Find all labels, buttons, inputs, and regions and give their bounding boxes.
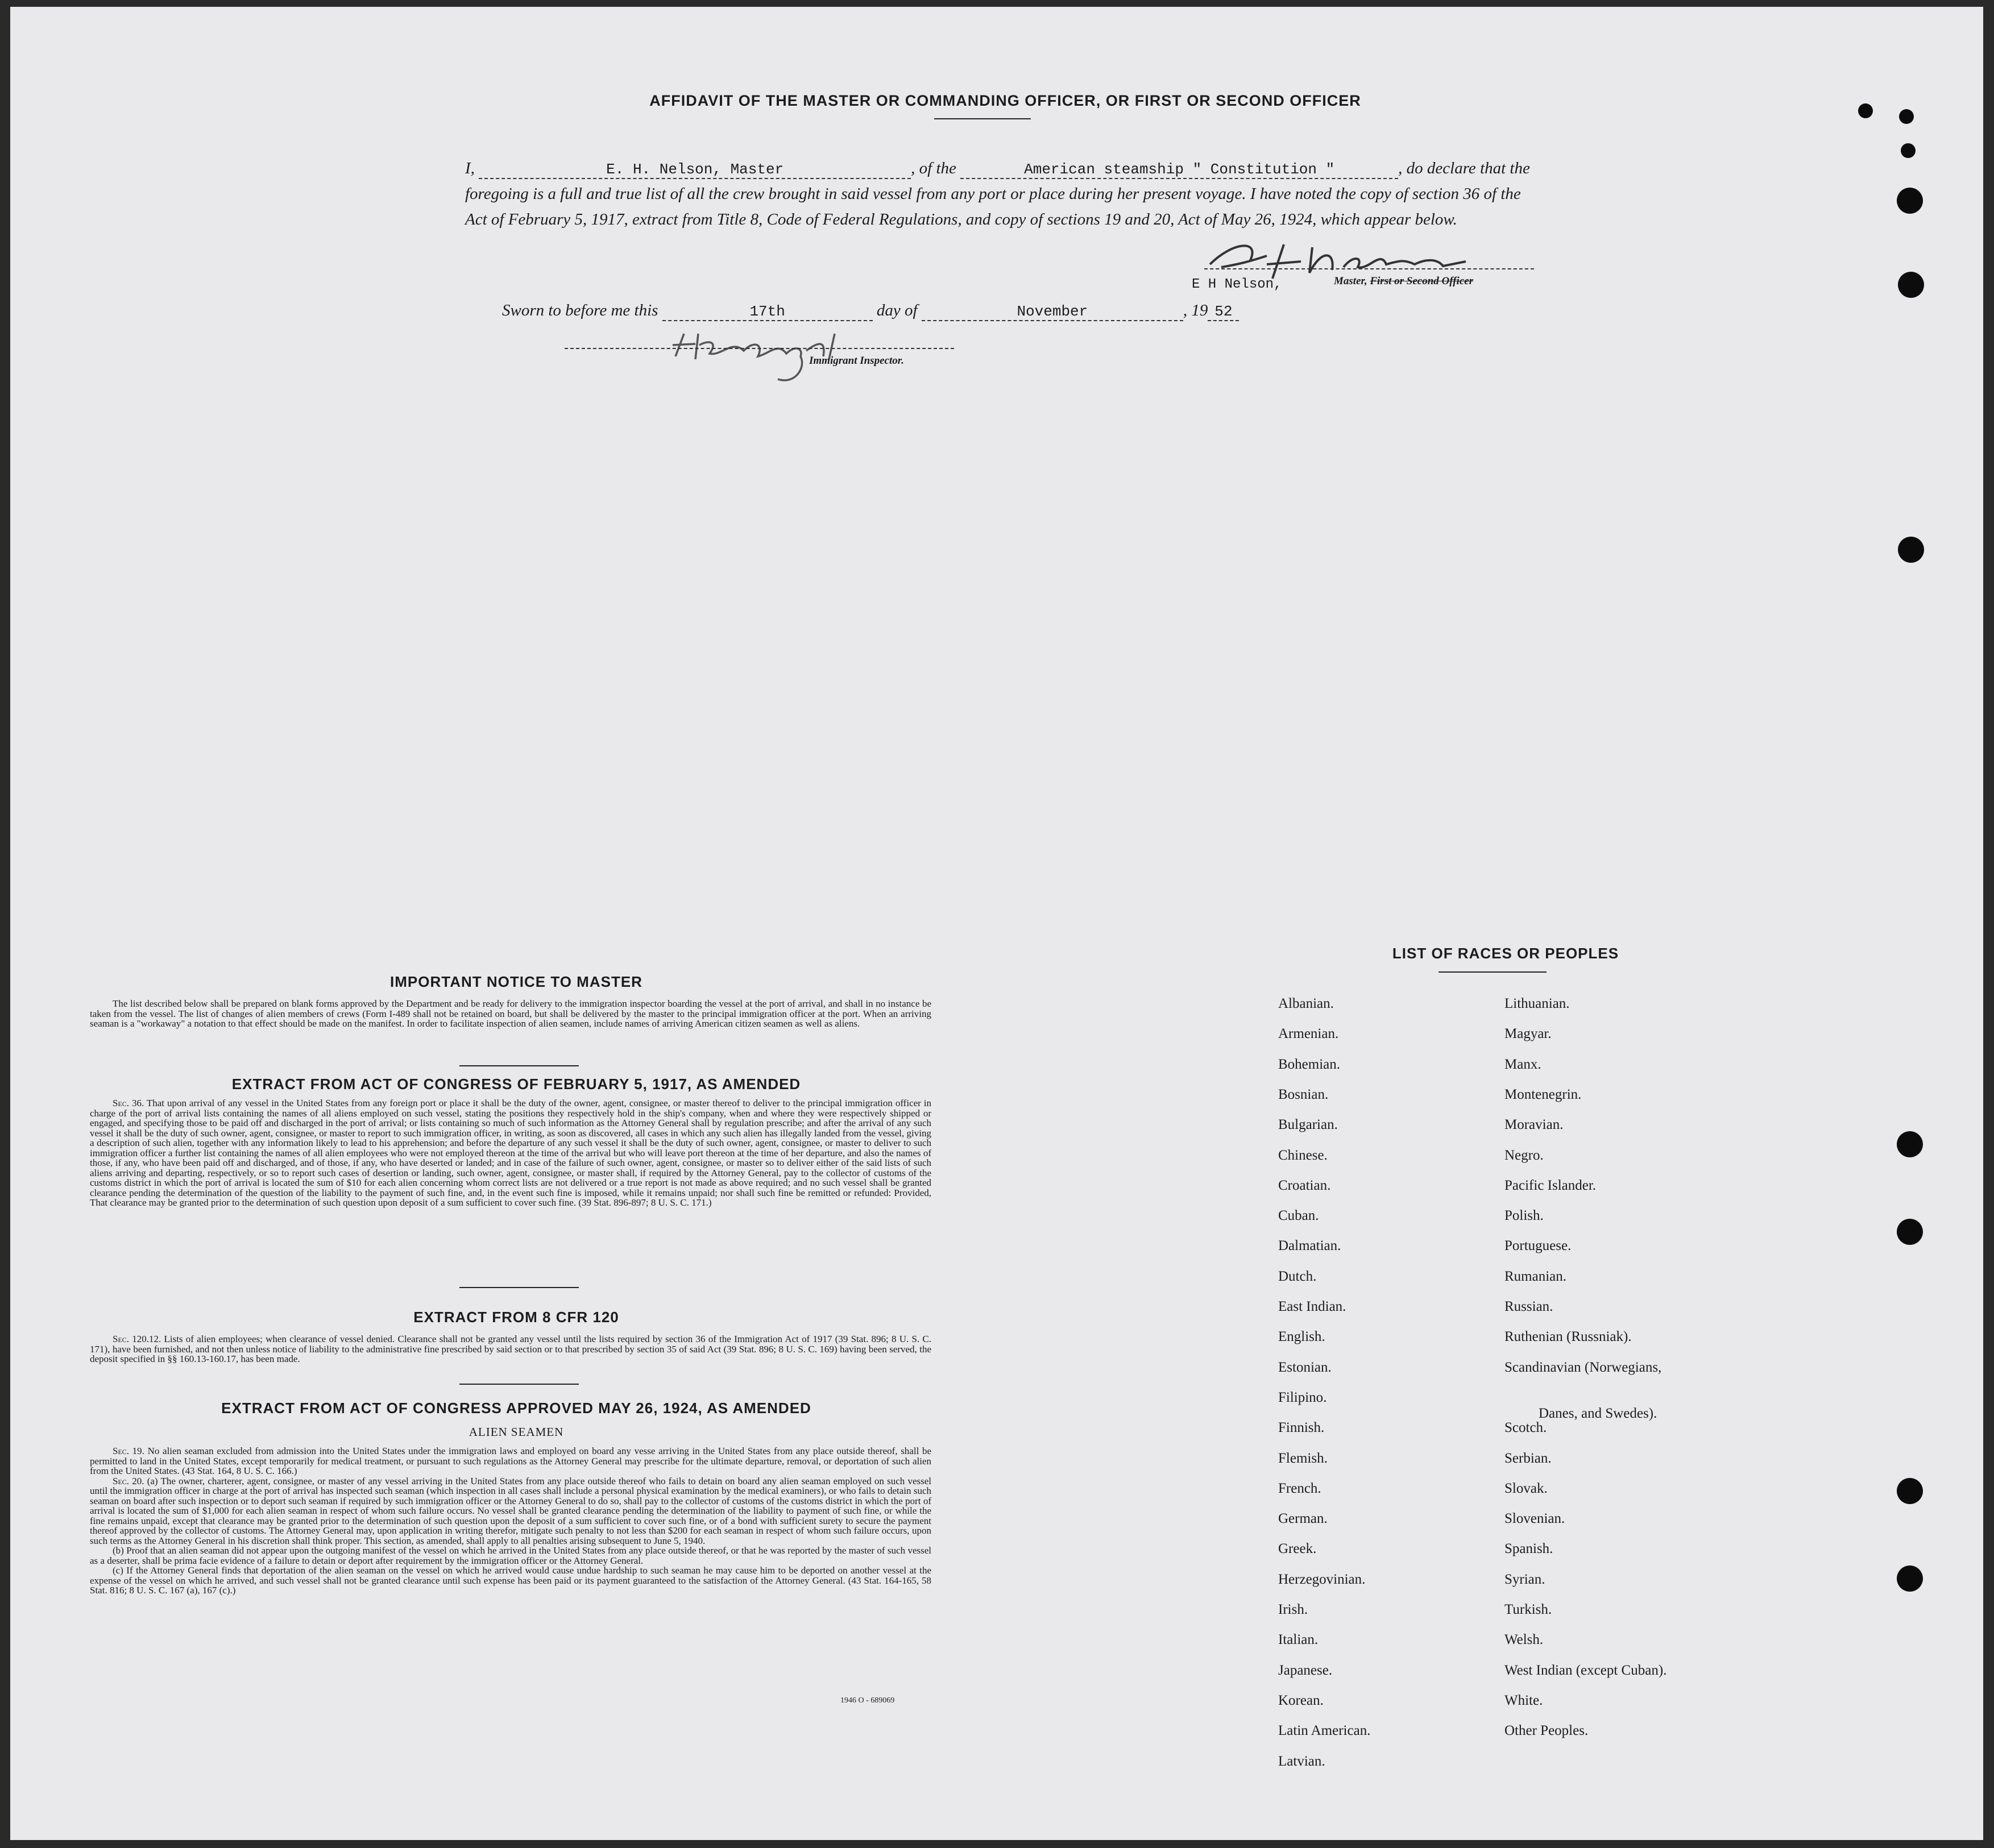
races-title: LIST OF RACES OR PEOPLES (1392, 945, 1619, 962)
race-item: Chinese. (1278, 1147, 1328, 1163)
race-item: Irish. (1278, 1602, 1308, 1617)
race-item: Bohemian. (1278, 1056, 1341, 1072)
extract-1924-title: EXTRACT FROM ACT OF CONGRESS APPROVED MAY 26, 1924, AS AMENDED (221, 1400, 811, 1417)
binder-hole (1899, 109, 1914, 124)
year-prefix: , 19 (1183, 301, 1208, 319)
race-item: Estonian. (1278, 1359, 1332, 1375)
race-item: Finnish. (1278, 1420, 1325, 1436)
race-item: Flemish. (1278, 1450, 1328, 1466)
notice-text: The list described below shall be prepared on blank forms approved by the Department and be ready for delivery to the immigration inspector boarding the vessel at the port of arrival, and shall in no instance be taken from the vessel. The list of changes of alien members of crews (Form I-489 shall not be retained on board, but shall be delivered by the master to the principal immigration officer at the port. When an arriving seaman is a "workaway" a notation to that effect should be made on the manifest. In order to facilitate inspection of alien seamen, include names of arriving American citizen seamen as well as aliens. (90, 998, 931, 1029)
race-item: Montenegrin. (1504, 1086, 1582, 1102)
sworn-prefix: Sworn to before me this (502, 301, 658, 319)
race-item: Greek. (1278, 1541, 1317, 1557)
race-item: Armenian. (1278, 1026, 1339, 1042)
binder-hole (1858, 103, 1873, 118)
binder-hole (1898, 272, 1924, 298)
race-item: West Indian (except Cuban). (1504, 1662, 1667, 1678)
race-item: Negro. (1504, 1147, 1544, 1163)
do-declare-text: , do declare (1398, 159, 1476, 177)
print-code: 1946 O - 689069 (840, 1696, 895, 1705)
master-name-field: E. H. Nelson, Master (479, 161, 911, 179)
race-item: Dutch. (1278, 1268, 1317, 1284)
sworn-month-field: November (922, 303, 1183, 321)
vessel-name-field: American steamship " Constitution " (960, 161, 1398, 179)
race-item: Ruthenian (Russniak). (1504, 1329, 1632, 1345)
race-item: Welsh. (1504, 1632, 1544, 1648)
title-divider (934, 118, 1031, 119)
binder-hole (1898, 537, 1924, 563)
affidavit-declaration-text: that the foregoing is a full and true list of all the crew brought in said vessel from any port or place during her present voyage. I have noted the copy of section 36 of the Act of February 5, 1917, extract from Title 8, Code of Federal Regulations, and copy of sections 19 and 20, Act of May 26, 1924, which appear below. (465, 159, 1530, 229)
race-item: Scandinavian (Norwegians, (1504, 1359, 1662, 1375)
race-item: Danes, and Swedes). (1539, 1405, 1657, 1421)
race-item: Slovenian. (1504, 1511, 1565, 1527)
extract-cfr-text: Sec. 120.12. Lists of alien employees; when clearance of vessel denied. Clearance shall not be granted any vessel until the lists required by section 36 of the Immigration Act of 1917 (39 Stat. 896; 8 U. S. C. 171), have been furnished, and not then unless notice of liability to the administrative fine prescribed by said section or to that prescribed by section 35 of said Act (39 Stat. 896; 8 U. S. C. 169) having been served, the deposit specified in §§ 160.13-160.17, has been made. (90, 1334, 932, 1364)
sworn-line (502, 301, 1239, 321)
race-item: Manx. (1504, 1056, 1541, 1072)
extract-1917-title: EXTRACT FROM ACT OF CONGRESS OF FEBRUARY 5, 1917, AS AMENDED (231, 1075, 801, 1093)
binder-hole (1897, 1478, 1923, 1504)
affidavit-title: AFFIDAVIT OF THE MASTER OR COMMANDING OFFICER, OR FIRST OR SECOND OFFICER (649, 92, 1361, 109)
signer-role-struck: First or Second Officer (1370, 275, 1474, 287)
race-item: Bosnian. (1278, 1086, 1329, 1102)
sworn-year-field: 52 (1208, 303, 1239, 321)
race-item: Pacific Islander. (1504, 1177, 1597, 1193)
race-item: German. (1278, 1511, 1328, 1527)
race-item: Korean. (1278, 1692, 1324, 1708)
race-item: Japanese. (1278, 1662, 1333, 1678)
race-item: Latin American. (1278, 1723, 1371, 1739)
extract-1917-text: Sec. 36. That upon arrival of any vessel in the United States from any foreign port or place it shall be the duty of the owner, agent, consignee, or master thereof to deliver to the principal immigration officer in charge of the port of arrival lists containing the names of all aliens employed on such vessel, stating the positions they respectively hold in the ship's company, when and where they were respectively shipped or engaged, and specifying those to be paid off and discharged in the port of arrival; or lists containing so much of such information as the Attorney General shall by regulation prescribe; and after the arrival of any such vessel it shall be the duty of such owner, agent, consignee, or master to report to such immigration officer, in writing, as soon as discovered, all cases in which any such alien has illegally landed from the vessel, giving a description of such alien, together with any information likely to lead to his apprehension; and before the departure of any such vessel it shall be the duty of such owner, agent, consignee, or master to deliver to such immigration officer a further list containing the names of all alien employees who were not employed thereon at the time of the arrival but who will leave port thereon at the time of her departure, and also the names of those, if any, who have been paid off and discharged, and of those, if any, who have deserted or landed; and in case of the failure of such owner, agent, consignee, or master so to deliver either of the said lists of such aliens arriving and departing, respectively, or so to report such cases of desertion or landing, such owner, agent, consignee, or master shall, if required by the Attorney General, pay to the collector of customs of the customs district in which the port of arrival is located the sum of $10 for each alien concerning whom correct lists are not delivered or a true report is not made as above required; and no such vessel shall be granted clearance pending the determination of the question of the liability to the payment of such fine, and, in the event such fine is imposed, while it remains unpaid; nor shall such fine be remitted or refunded: Provided, That clearance may be granted prior to the determination of such question upon deposit of a sum sufficient to cover such fine. (39 Stat. 896-897; 8 U. S. C. 171.) (90, 1098, 931, 1208)
binder-hole (1897, 1219, 1923, 1245)
race-item: Cuban. (1278, 1208, 1319, 1224)
extract-1924-subtitle: ALIEN SEAMEN (469, 1425, 564, 1439)
race-item: Serbian. (1504, 1450, 1552, 1466)
document-page (10, 7, 1983, 1840)
race-item: Herzegovinian. (1278, 1571, 1366, 1587)
race-item: East Indian. (1278, 1299, 1346, 1314)
typed-name: E H Nelson, (1192, 277, 1282, 292)
race-item: Latvian. (1278, 1753, 1325, 1769)
inspector-signature-line (565, 348, 954, 349)
race-item: Scotch. (1504, 1420, 1547, 1436)
race-item: Croatian. (1278, 1177, 1331, 1193)
race-item: Dalmatian. (1278, 1238, 1341, 1254)
binder-hole (1897, 188, 1923, 214)
race-item: Spanish. (1504, 1541, 1553, 1557)
race-item: French. (1278, 1480, 1321, 1496)
race-item: Polish. (1504, 1208, 1544, 1224)
notice-title: IMPORTANT NOTICE TO MASTER (390, 973, 642, 990)
extract-1924-text: Sec. 19. No alien seaman excluded from admission into the United States under the immigration laws and employed on board any vesse arriving in the United States from any place outside thereof, shall be permitted to land in the United States, except temporarily for medical treatment, or pursuant to such regulations as the Attorney General may prescribe for the ultimate departure, removal, or deportation of such alien from the United States. (43 Stat. 164, 8 U. S. C. 166.) Sec. 20. (a) The owner, charterer, agent, consignee, or master of any vessel arriving in the United States from any place outside thereof who fails to detain on board any alien seaman employed on such vessel until the immigration officer in charge at the port of arrival has inspected such seaman (which inspection in all cases shall include a personal physical examination by the medical examiners), or who fails to detain such seaman on board after such inspection or to deport such seaman if required by such immigration officer or the Attorney General to do so, shall pay to the collector of customs of the customs district in which the port of arrival is located the sum of $1,000 for each alien seaman in respect of whom such failure occurs. No vessel shall be granted clearance pending the determination of the liability to payment of such fine, or while the fine remains unpaid, except that clearance may be granted prior to the determination of such question upon the deposit of a sum sufficient to cover such fine, or of a bond with sufficient surety to secure the payment thereof approved by the collector of customs. The Attorney General may, upon application in writing therefor, mitigate such penalty to not less than $200 for each seaman in respect of whom such failure occurs, upon such terms as the Attorney General in his discretion shall think proper. This section, as amended, shall apply to all penalties arising subsequent to June 5, 1940. (b) Proof that an alien seaman did not appear upon the outgoing manifest of the vessel on which he arrived in the United States from any place outside thereof, or that he was reported by the master of such vessel as a deserter, shall be prima facie evidence of a failure to detain or deport after requirement by the immigration officer or the Attorney General. (c) If the Attorney General finds that deportation of the alien seaman on the vessel on which he arrived would cause undue hardship to such seaman he may cause him to be deported on another vessel at the expense of the vessel on which he arrived, and such vessel shall not be granted clearance until such expense has been paid or its payment guaranteed to the satisfaction of the Attorney General. (43 Stat. 164-165, 58 Stat. 816; 8 U. S. C. 167 (a), 167 (c).) (90, 1446, 931, 1596)
binder-hole (1897, 1565, 1923, 1592)
race-item: Filipino. (1278, 1389, 1327, 1405)
race-item: English. (1278, 1329, 1325, 1345)
binder-hole (1897, 1131, 1923, 1157)
race-item: Rumanian. (1504, 1268, 1567, 1284)
inspector-caption: Immigrant Inspector. (809, 355, 904, 367)
race-item: Syrian. (1504, 1571, 1545, 1587)
races-divider (1439, 971, 1547, 973)
binder-hole (1901, 143, 1916, 158)
day-of-text: day of (876, 301, 918, 319)
sworn-day-field: 17th (662, 303, 873, 321)
race-item: Portuguese. (1504, 1238, 1572, 1254)
affidavit-body (465, 156, 1540, 232)
race-item: Moravian. (1504, 1117, 1564, 1133)
race-item: Italian. (1278, 1632, 1319, 1648)
extract-1917-divider (459, 1287, 579, 1288)
signer-role: Master, First or Second Officer (1334, 275, 1474, 287)
race-item: Other Peoples. (1504, 1723, 1589, 1739)
signature-line (1204, 268, 1534, 269)
race-item: Turkish. (1504, 1602, 1552, 1617)
race-item: Lithuanian. (1504, 996, 1570, 1011)
notice-divider (459, 1065, 579, 1066)
race-item: White. (1504, 1692, 1543, 1708)
race-item: Magyar. (1504, 1026, 1552, 1042)
race-item: Russian. (1504, 1299, 1553, 1314)
affidavit-i: I, (465, 159, 475, 177)
extract-cfr-divider (459, 1384, 579, 1385)
race-item: Bulgarian. (1278, 1117, 1338, 1133)
race-item: Albanian. (1278, 996, 1334, 1011)
extract-cfr-title: EXTRACT FROM 8 CFR 120 (413, 1309, 619, 1326)
of-the-text: , of the (911, 159, 956, 177)
race-item: Slovak. (1504, 1480, 1548, 1496)
